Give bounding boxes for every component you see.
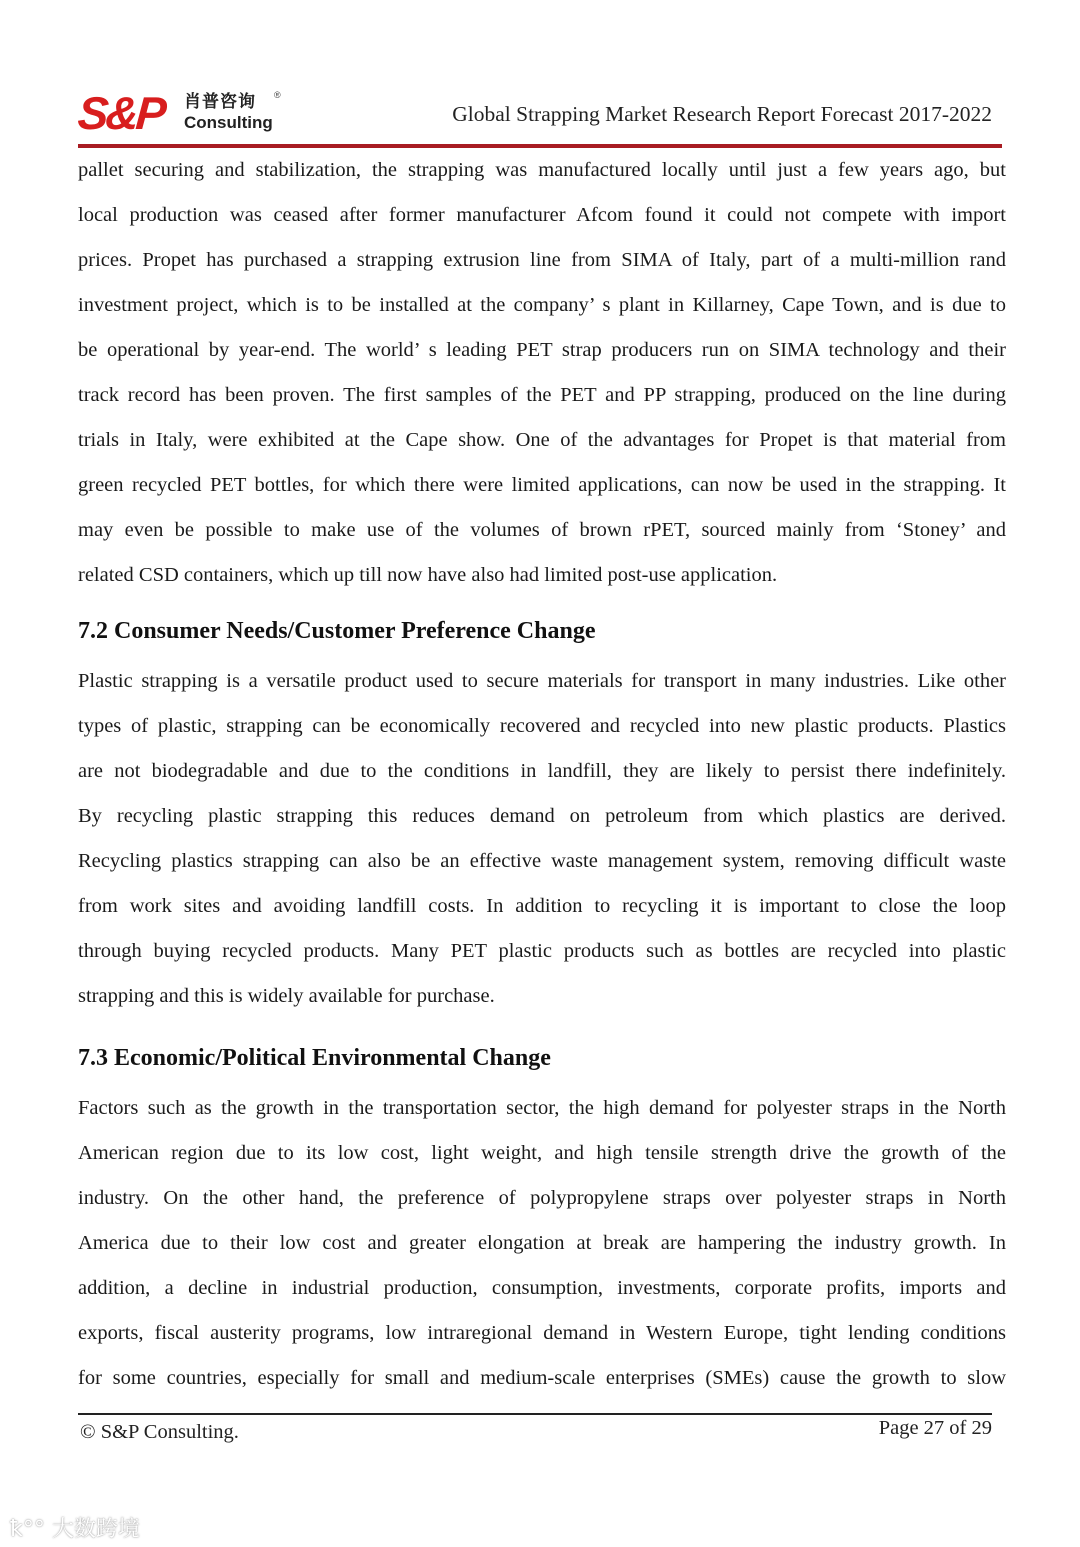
text-line: related CSD containers, which up till now have also had limited post-use application.	[78, 564, 778, 586]
text-line: Factors such as the growth in the transportation sector, the high demand for polyester straps in the North	[78, 1097, 1006, 1119]
logo-mark: S&P	[76, 87, 166, 139]
text-line: types of plastic, strapping can be economically recovered and recycled into new plastic products. Plastics	[78, 715, 1006, 737]
footer-copyright: © S&P Consulting.	[80, 1421, 239, 1443]
watermark-icon: ꝁ°°	[10, 1517, 45, 1542]
section-heading: 7.2 Consumer Needs/Customer Preference Change	[78, 618, 596, 644]
text-line: strapping and this is widely available for purchase.	[78, 985, 495, 1007]
text-line: track record has been proven. The first samples of the PET and PP strapping, produced on the line during	[78, 384, 1006, 406]
section-7-2	[78, 603, 1006, 1019]
text-line: prices. Propet has purchased a strapping extrusion line from SIMA of Italy, part of a multi-million rand	[78, 249, 1006, 271]
page-header	[78, 86, 1006, 150]
logo-english-name: Consulting	[184, 113, 273, 132]
text-line: Plastic strapping is a versatile product used to secure materials for transport in many industries. Like other	[78, 670, 1006, 692]
section-7-3	[78, 1030, 1006, 1401]
text-line: pallet securing and stabilization, the strapping was manufactured locally until just a few years ago, but	[78, 159, 1006, 181]
text-line: investment project, which is to be installed at the company’ s plant in Killarney, Cape Town, and is due to	[78, 294, 1006, 316]
logo-chinese-name: 肖普咨询	[184, 92, 256, 112]
watermark-logo	[10, 1512, 140, 1543]
text-line: be operational by year-end. The world’ s leading PET strap producers run on SIMA technology and their	[78, 339, 1006, 361]
footer-divider	[78, 1413, 992, 1415]
watermark-text: 大数跨境	[51, 1517, 140, 1542]
text-line: addition, a decline in industrial production, consumption, investments, corporate profits, imports and	[78, 1277, 1006, 1299]
text-line: American region due to its low cost, light weight, and high tensile strength drive the growth of the	[78, 1142, 1006, 1164]
text-line: Recycling plastics strapping can also be an effective waste management system, removing difficult waste	[78, 850, 1006, 872]
text-line: trials in Italy, were exhibited at the Cape show. One of the advantages for Propet is that material from	[78, 429, 1006, 451]
text-line: green recycled PET bottles, for which there were limited applications, can now be used in the strapping. It	[78, 474, 1006, 496]
report-title: Global Strapping Market Research Report Forecast 2017-2022	[452, 102, 992, 126]
section-heading: 7.3 Economic/Political Environmental Change	[78, 1045, 551, 1071]
section-intro-paragraph	[78, 148, 1006, 598]
text-line: from work sites and avoiding landfill costs. In addition to recycling it is important to close the loop	[78, 895, 1006, 917]
registered-mark: ®	[274, 90, 281, 100]
text-line: for some countries, especially for small and medium-scale enterprises (SMEs) cause the growth to slow	[78, 1367, 1006, 1389]
text-line: local production was ceased after former manufacturer Afcom found it could not compete with import	[78, 204, 1006, 226]
text-line: through buying recycled products. Many PET plastic products such as bottles are recycled into plastic	[78, 940, 1006, 962]
sp-consulting-logo	[76, 87, 288, 139]
text-line: may even be possible to make use of the volumes of brown rPET, sourced mainly from ‘Stoney’ and	[78, 519, 1006, 541]
page-number: Page 27 of 29	[878, 1417, 992, 1439]
text-line: are not biodegradable and due to the conditions in landfill, they are likely to persist there indefinitely.	[78, 760, 1006, 782]
text-line: exports, fiscal austerity programs, low intraregional demand in Western Europe, tight lending conditions	[78, 1322, 1006, 1344]
text-line: America due to their low cost and greater elongation at break are hampering the industry growth. In	[78, 1232, 1006, 1254]
text-line: By recycling plastic strapping this reduces demand on petroleum from which plastics are derived.	[78, 805, 1006, 827]
text-line: industry. On the other hand, the preference of polypropylene straps over polyester straps in North	[78, 1187, 1006, 1209]
